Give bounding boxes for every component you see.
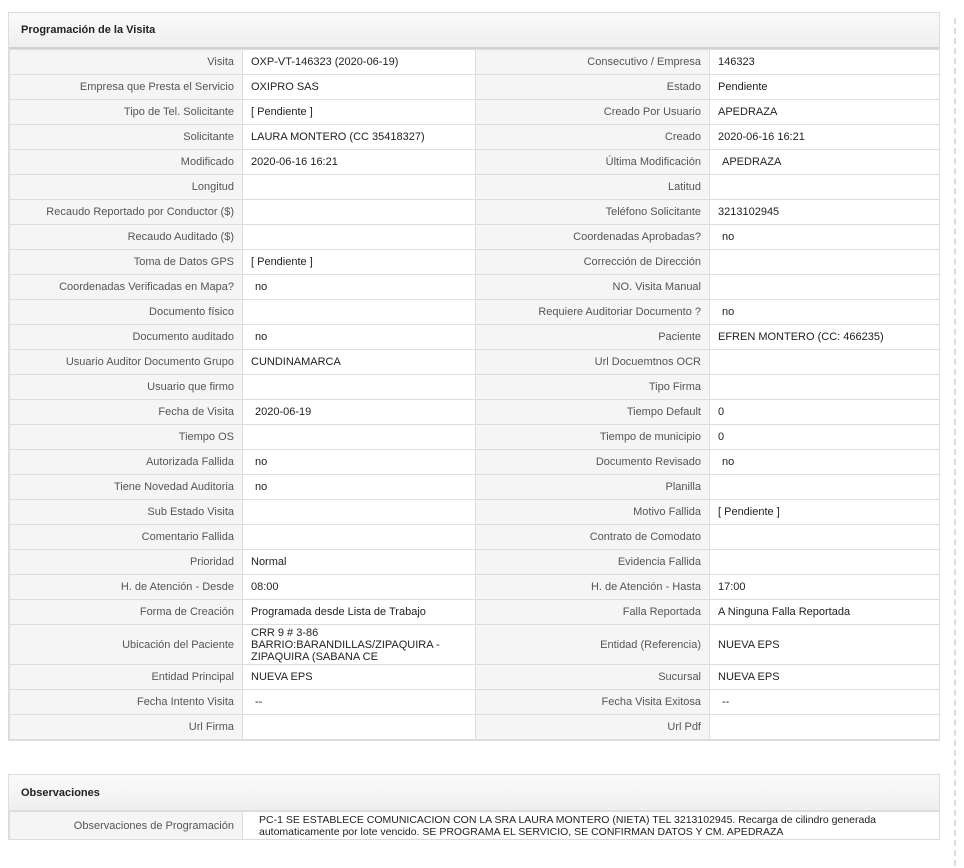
tiempo-default-value: 0 xyxy=(710,400,940,425)
table-row xyxy=(10,500,940,525)
table-row xyxy=(10,425,940,450)
contrato-de-comodato-value xyxy=(710,525,940,550)
h-de-atencion-hasta-label: H. de Atención - Hasta xyxy=(476,575,710,600)
entidad-principal-label: Entidad Principal xyxy=(10,665,243,690)
table-row xyxy=(10,300,940,325)
observaciones-table xyxy=(9,811,940,840)
modificado-value: 2020-06-16 16:21 xyxy=(243,150,476,175)
toma-de-datos-gps-label: Toma de Datos GPS xyxy=(10,250,243,275)
table-row xyxy=(10,550,940,575)
longitud-label: Longitud xyxy=(10,175,243,200)
tiempo-de-municipio-value: 0 xyxy=(710,425,940,450)
falla-reportada-label: Falla Reportada xyxy=(476,600,710,625)
coordenadas-verificadas-en-mapa-label: Coordenadas Verificadas en Mapa? xyxy=(10,275,243,300)
requiere-auditoriar-documento-label: Requiere Auditoriar Documento ? xyxy=(476,300,710,325)
coordenadas-aprobadas-value: no xyxy=(710,225,940,250)
programacion-title: Programación de la Visita xyxy=(9,13,939,49)
tiempo-de-municipio-label: Tiempo de municipio xyxy=(476,425,710,450)
coordenadas-verificadas-en-mapa-value: no xyxy=(243,275,476,300)
planilla-value xyxy=(710,475,940,500)
table-row xyxy=(10,665,940,690)
sucursal-label: Sucursal xyxy=(476,665,710,690)
creado-label: Creado xyxy=(476,125,710,150)
recaudo-auditado-label: Recaudo Auditado ($) xyxy=(10,225,243,250)
creado-value: 2020-06-16 16:21 xyxy=(710,125,940,150)
documento-revisado-label: Documento Revisado xyxy=(476,450,710,475)
usuario-auditor-documento-grupo-value: CUNDINAMARCA xyxy=(243,350,476,375)
correccion-de-direccion-value xyxy=(710,250,940,275)
consecutivo-empresa-label: Consecutivo / Empresa xyxy=(476,50,710,75)
programacion-table xyxy=(9,49,940,740)
consecutivo-empresa-value: 146323 xyxy=(710,50,940,75)
modificado-label: Modificado xyxy=(10,150,243,175)
table-row xyxy=(10,350,940,375)
empresa-que-presta-el-servicio-label: Empresa que Presta el Servicio xyxy=(10,75,243,100)
ubicacion-del-paciente-label: Ubicación del Paciente xyxy=(10,625,243,665)
table-row xyxy=(10,275,940,300)
recaudo-auditado-value xyxy=(243,225,476,250)
programacion-panel xyxy=(8,12,940,741)
table-row xyxy=(10,175,940,200)
observaciones-value: PC-1 SE ESTABLECE COMUNICACION CON LA SRA LAURA MONTERO (NIETA) TEL 3213102945. Recarga de cilindro generada automaticamente por lote vencido. SE PROGRAMA EL SERVICIO, SE CONFIRMAN DATOS Y CM. APEDRAZA xyxy=(243,812,940,840)
fecha-visita-exitosa-value: -- xyxy=(710,690,940,715)
comentario-fallida-label: Comentario Fallida xyxy=(10,525,243,550)
correccion-de-direccion-label: Corrección de Dirección xyxy=(476,250,710,275)
table-row xyxy=(10,625,940,665)
estado-label: Estado xyxy=(476,75,710,100)
table-row xyxy=(10,75,940,100)
usuario-que-firmo-label: Usuario que firmo xyxy=(10,375,243,400)
no-visita-manual-label: NO. Visita Manual xyxy=(476,275,710,300)
sucursal-value: NUEVA EPS xyxy=(710,665,940,690)
creado-por-usuario-label: Creado Por Usuario xyxy=(476,100,710,125)
entidad-principal-value: NUEVA EPS xyxy=(243,665,476,690)
table-row xyxy=(10,600,940,625)
table-row xyxy=(10,525,940,550)
entidad-referencia-label: Entidad (Referencia) xyxy=(476,625,710,665)
fecha-de-visita-value: 2020-06-19 xyxy=(243,400,476,425)
tipo-de-tel-solicitante-label: Tipo de Tel. Solicitante xyxy=(10,100,243,125)
page-edge-dashed-line xyxy=(954,18,956,866)
no-visita-manual-value xyxy=(710,275,940,300)
url-pdf-label: Url Pdf xyxy=(476,715,710,740)
telefono-solicitante-label: Teléfono Solicitante xyxy=(476,200,710,225)
table-row xyxy=(10,250,940,275)
tiempo-os-value xyxy=(243,425,476,450)
observaciones-row xyxy=(10,812,940,840)
table-row xyxy=(10,150,940,175)
evidencia-fallida-label: Evidencia Fallida xyxy=(476,550,710,575)
table-row xyxy=(10,125,940,150)
visita-value: OXP-VT-146323 (2020-06-19) xyxy=(243,50,476,75)
table-row xyxy=(10,450,940,475)
table-row xyxy=(10,575,940,600)
documento-fisico-label: Documento físico xyxy=(10,300,243,325)
observaciones-panel xyxy=(8,774,940,840)
telefono-solicitante-value: 3213102945 xyxy=(710,200,940,225)
url-firma-label: Url Firma xyxy=(10,715,243,740)
solicitante-value: LAURA MONTERO (CC 35418327) xyxy=(243,125,476,150)
recaudo-reportado-por-conductor-label: Recaudo Reportado por Conductor ($) xyxy=(10,200,243,225)
autorizada-fallida-value: no xyxy=(243,450,476,475)
motivo-fallida-value: [ Pendiente ] xyxy=(710,500,940,525)
usuario-que-firmo-value xyxy=(243,375,476,400)
tiempo-os-label: Tiempo OS xyxy=(10,425,243,450)
latitud-label: Latitud xyxy=(476,175,710,200)
fecha-intento-visita-value: -- xyxy=(243,690,476,715)
fecha-de-visita-label: Fecha de Visita xyxy=(10,400,243,425)
tiene-novedad-auditoria-value: no xyxy=(243,475,476,500)
entidad-referencia-value: NUEVA EPS xyxy=(710,625,940,665)
ubicacion-del-paciente-value: CRR 9 # 3-86 BARRIO:BARANDILLAS/ZIPAQUIRA - ZIPAQUIRA (SABANA CE xyxy=(243,625,476,665)
prioridad-label: Prioridad xyxy=(10,550,243,575)
table-row xyxy=(10,690,940,715)
coordenadas-aprobadas-label: Coordenadas Aprobadas? xyxy=(476,225,710,250)
sub-estado-visita-label: Sub Estado Visita xyxy=(10,500,243,525)
paciente-label: Paciente xyxy=(476,325,710,350)
latitud-value xyxy=(710,175,940,200)
evidencia-fallida-value xyxy=(710,550,940,575)
h-de-atencion-desde-value: 08:00 xyxy=(243,575,476,600)
table-row xyxy=(10,100,940,125)
fecha-intento-visita-label: Fecha Intento Visita xyxy=(10,690,243,715)
url-pdf-value xyxy=(710,715,940,740)
ultima-modificacion-label: Última Modificación xyxy=(476,150,710,175)
table-row xyxy=(10,475,940,500)
table-row xyxy=(10,325,940,350)
table-row xyxy=(10,200,940,225)
motivo-fallida-label: Motivo Fallida xyxy=(476,500,710,525)
empresa-que-presta-el-servicio-value: OXIPRO SAS xyxy=(243,75,476,100)
solicitante-label: Solicitante xyxy=(10,125,243,150)
tipo-firma-label: Tipo Firma xyxy=(476,375,710,400)
table-row xyxy=(10,50,940,75)
url-firma-value xyxy=(243,715,476,740)
visita-label: Visita xyxy=(10,50,243,75)
tiene-novedad-auditoria-label: Tiene Novedad Auditoria xyxy=(10,475,243,500)
sub-estado-visita-value xyxy=(243,500,476,525)
h-de-atencion-desde-label: H. de Atención - Desde xyxy=(10,575,243,600)
url-docuemtnos-ocr-label: Url Docuemtnos OCR xyxy=(476,350,710,375)
url-docuemtnos-ocr-value xyxy=(710,350,940,375)
estado-value: Pendiente xyxy=(710,75,940,100)
ultima-modificacion-value: APEDRAZA xyxy=(710,150,940,175)
planilla-label: Planilla xyxy=(476,475,710,500)
table-row xyxy=(10,715,940,740)
usuario-auditor-documento-grupo-label: Usuario Auditor Documento Grupo xyxy=(10,350,243,375)
falla-reportada-value: A Ninguna Falla Reportada xyxy=(710,600,940,625)
table-row xyxy=(10,225,940,250)
toma-de-datos-gps-value: [ Pendiente ] xyxy=(243,250,476,275)
creado-por-usuario-value: APEDRAZA xyxy=(710,100,940,125)
autorizada-fallida-label: Autorizada Fallida xyxy=(10,450,243,475)
documento-auditado-value: no xyxy=(243,325,476,350)
requiere-auditoriar-documento-value: no xyxy=(710,300,940,325)
tipo-firma-value xyxy=(710,375,940,400)
documento-fisico-value xyxy=(243,300,476,325)
table-row xyxy=(10,400,940,425)
table-row xyxy=(10,375,940,400)
h-de-atencion-hasta-value: 17:00 xyxy=(710,575,940,600)
longitud-value xyxy=(243,175,476,200)
tipo-de-tel-solicitante-value: [ Pendiente ] xyxy=(243,100,476,125)
fecha-visita-exitosa-label: Fecha Visita Exitosa xyxy=(476,690,710,715)
recaudo-reportado-por-conductor-value xyxy=(243,200,476,225)
contrato-de-comodato-label: Contrato de Comodato xyxy=(476,525,710,550)
prioridad-value: Normal xyxy=(243,550,476,575)
observaciones-title: Observaciones xyxy=(9,775,939,811)
paciente-value: EFREN MONTERO (CC: 466235) xyxy=(710,325,940,350)
observaciones-label: Observaciones de Programación xyxy=(10,812,243,840)
documento-revisado-value: no xyxy=(710,450,940,475)
forma-de-creacion-value: Programada desde Lista de Trabajo xyxy=(243,600,476,625)
tiempo-default-label: Tiempo Default xyxy=(476,400,710,425)
documento-auditado-label: Documento auditado xyxy=(10,325,243,350)
forma-de-creacion-label: Forma de Creación xyxy=(10,600,243,625)
comentario-fallida-value xyxy=(243,525,476,550)
